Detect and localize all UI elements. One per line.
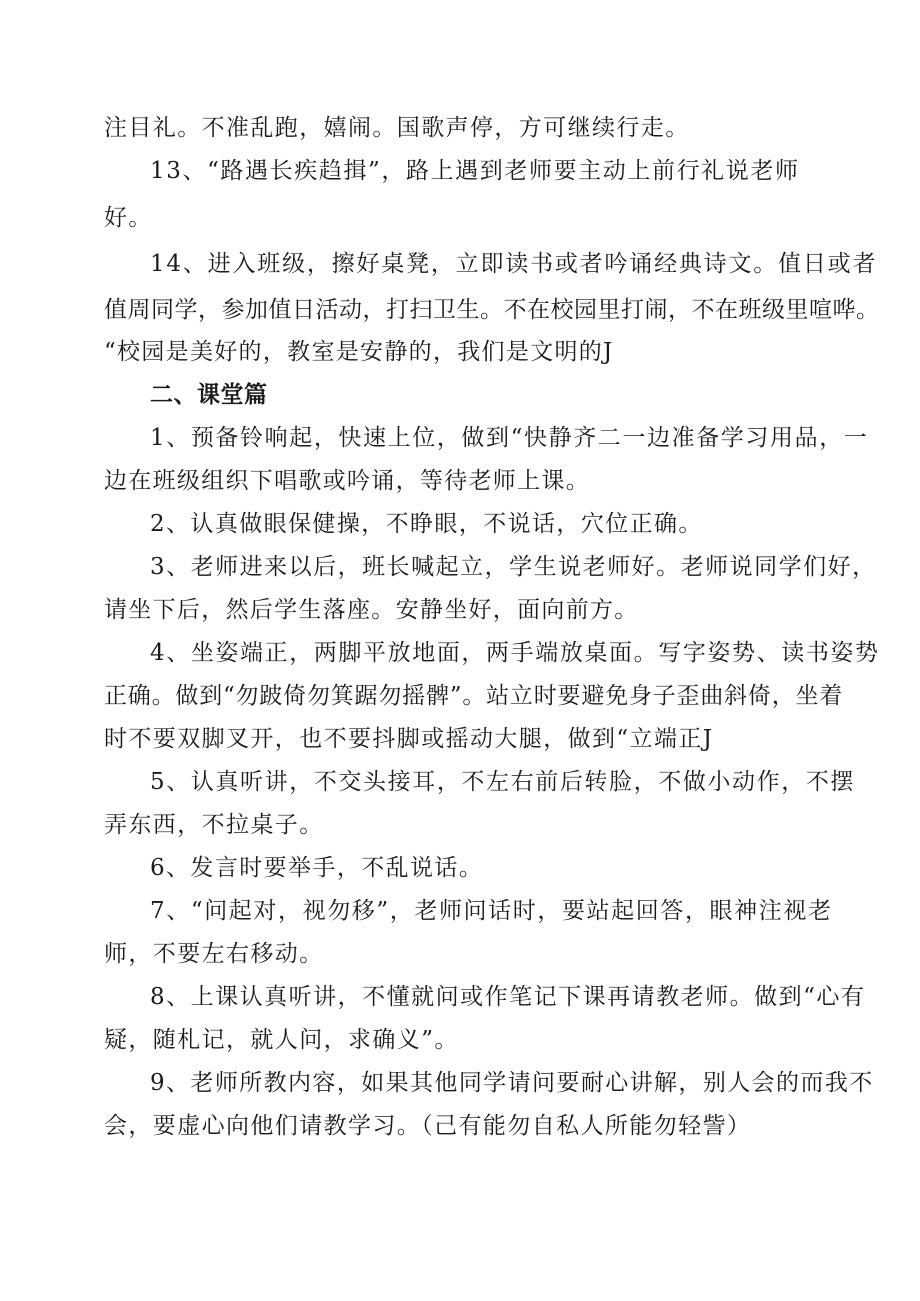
text-line: 请坐下后，然后学生落座。安静坐好，面向前方。: [104, 597, 639, 623]
text-line: 7、“问起对，视勿移”，老师问话时，要站起回答，眼神注视老: [150, 898, 833, 924]
text-line: 4、坐姿端正，两脚平放地面，两手端放桌面。写字姿势、读书姿势: [150, 640, 880, 666]
text-line: 师，不要左右移动。: [104, 941, 324, 967]
text-line: 注目礼。不准乱跑，嬉闹。国歌声停，方可继续行走。: [104, 115, 690, 141]
text-line: 正确。做到“勿跛倚勿箕踞勿摇髀”。站立时要避免身子歪曲斜倚，坐着: [104, 683, 844, 709]
text-line: 疑，随札记，就人问，求确义”。: [104, 1027, 459, 1053]
text-line: 1、预备铃响起，快速上位，做到“快静齐二一边准备学习用品，一: [150, 425, 869, 451]
text-line: 8、上课认真听讲，不懂就问或作笔记下课再请教老师。做到“心有: [150, 984, 866, 1010]
text-line: 边在班级组织下唱歌或吟诵，等待老师上课。: [104, 468, 590, 494]
text-line: 14、进入班级，擦好桌凳，立即读书或者吟诵经典诗文。值日或者: [150, 251, 878, 277]
text-line: 13、“路遇长疾趋揖”，路上遇到老师要主动上前行礼说老师: [150, 158, 800, 184]
text-line: “校园是美好的，教室是安静的，我们是文明的J: [104, 339, 614, 365]
text-line: 3、老师进来以后，班长喊起立，学生说老师好。老师说同学们好，: [150, 554, 877, 580]
text-line: 6、发言时要举手，不乱说话。: [150, 855, 484, 881]
text-line: 5、认真听讲，不交头接耳，不左右前后转脸，不做小动作，不摆: [150, 769, 856, 795]
text-line: 值周同学，参加值日活动，打扫卫生。不在校园里打闹，不在班级里喧哗。: [104, 297, 880, 323]
text-line: 时不要双脚叉开，也不要抖脚或摇动大腿，做到“立端正J: [104, 726, 714, 752]
text-line: 会，要虚心向他们请教学习。（己有能勿自私人所能勿轻訾）: [104, 1113, 752, 1139]
text-line: 9、老师所教内容，如果其他同学请问要耐心讲解，别人会的而我不: [150, 1070, 874, 1096]
section-heading: 二、课堂篇: [150, 382, 268, 408]
text-line: 2、认真做眼保健操，不睁眼，不说话，穴位正确。: [150, 511, 703, 537]
text-line: 好。: [104, 205, 153, 231]
text-line: 弄东西，不拉桌子。: [104, 812, 324, 838]
